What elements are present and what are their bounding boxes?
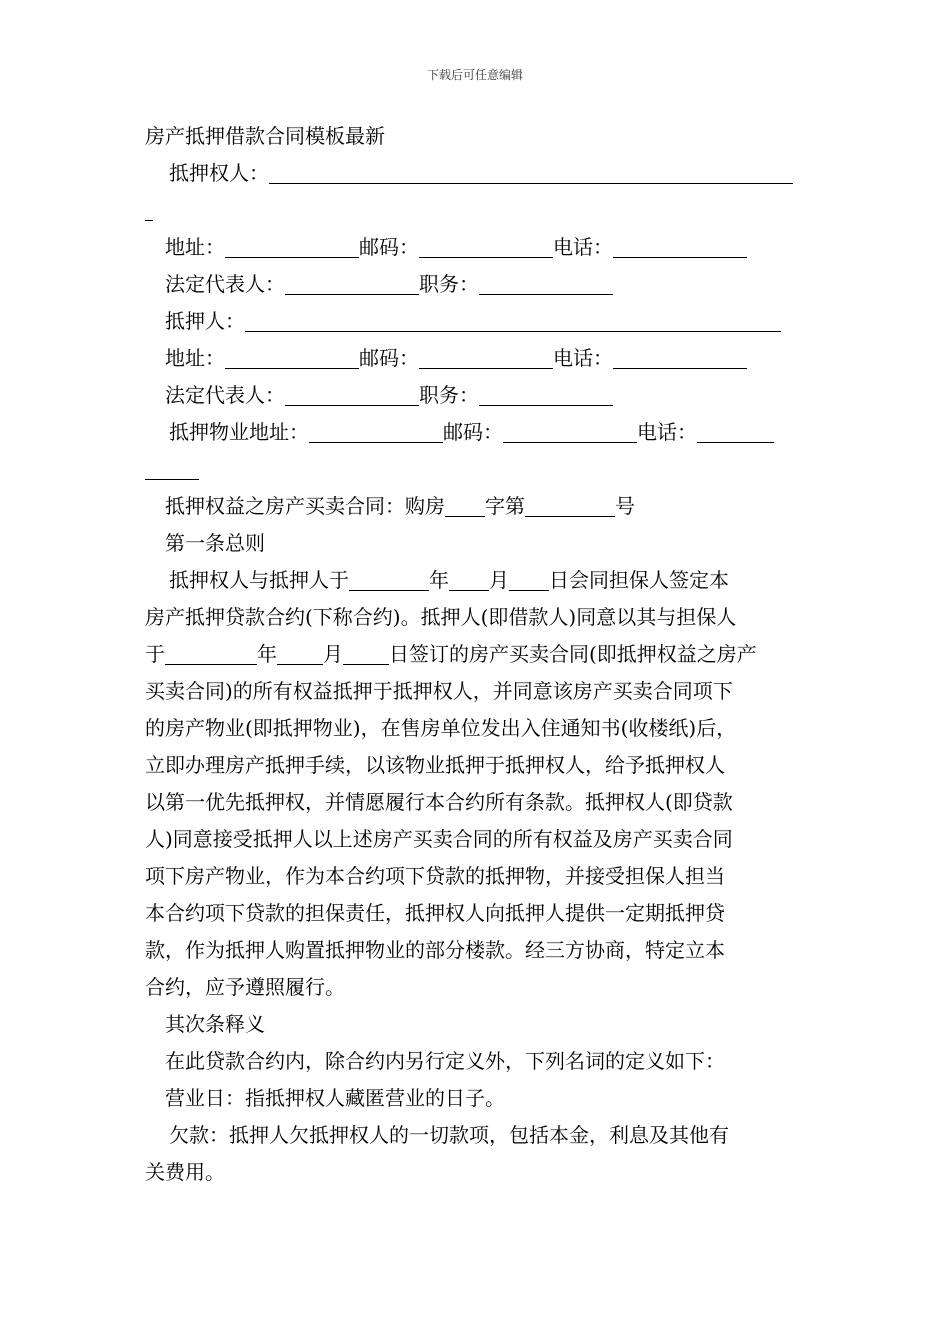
day-blank[interactable]	[509, 568, 549, 591]
contract-number-suffix: 号	[615, 494, 635, 518]
address-label: 地址：	[165, 346, 225, 370]
article1-para-line: 本合约项下贷款的担保责任，抵押权人向抵押人提供一定期抵押贷	[145, 901, 725, 925]
mortgagor-address-line	[145, 340, 810, 377]
text-run: 于	[145, 642, 165, 666]
phone-blank[interactable]	[697, 420, 774, 443]
legal-rep-label: 法定代表人：	[165, 272, 285, 296]
postcode-label: 邮码：	[443, 420, 503, 444]
property-address-blank[interactable]	[309, 420, 443, 443]
mortgagee-address-line	[145, 229, 810, 266]
phone-label: 电话：	[553, 346, 613, 370]
definition-business-day: 营业日：指抵押权人藏匿营业的日子。	[165, 1086, 505, 1110]
article1-para-line: 合约，应予遵照履行。	[145, 975, 345, 999]
document-title: 房产抵押借款合同模板最新	[145, 124, 385, 148]
mortgagor-blank[interactable]	[245, 309, 781, 332]
mortgagor-rep-line	[145, 377, 810, 414]
article1-para-line: 的房产物业(即抵押物业)，在售房单位发出入住通知书(收楼纸)后，	[145, 716, 737, 740]
article1-para-line: 立即办理房产抵押手续，以该物业抵押于抵押权人，给予抵押权人	[145, 753, 725, 777]
contract-number-blank[interactable]	[525, 494, 615, 517]
postcode-blank[interactable]	[419, 235, 553, 258]
article1-para-line: 款，作为抵押人购置抵押物业的部分楼款。经三方协商，特定立本	[145, 938, 725, 962]
property-phone-wrap	[145, 451, 810, 488]
month-blank[interactable]	[277, 642, 323, 665]
contract-word-label: 字第	[485, 494, 525, 518]
article1-heading: 第一条总则	[165, 531, 265, 555]
mortgagee-label: 抵押权人：	[169, 161, 269, 185]
article1-para-line: 项下房产物业，作为本合约项下贷款的抵押物，并接受担保人担当	[145, 864, 725, 888]
phone-label: 电话：	[553, 235, 613, 259]
position-blank[interactable]	[479, 383, 613, 406]
phone-blank[interactable]	[613, 346, 747, 369]
text-run: 日会同担保人签定本	[549, 568, 729, 592]
mortgagor-line	[145, 303, 810, 340]
mortgagee-rep-line	[145, 266, 810, 303]
mortgagor-label: 抵押人：	[165, 309, 245, 333]
address-label: 地址：	[165, 235, 225, 259]
text-run: 月	[489, 568, 509, 592]
position-label: 职务：	[419, 272, 479, 296]
text-run: 月	[323, 642, 343, 666]
mortgagee-blank-cont	[145, 198, 153, 221]
phone-blank-cont	[145, 457, 199, 480]
year-blank[interactable]	[349, 568, 429, 591]
purchase-contract-line	[145, 488, 810, 525]
article2-intro: 在此贷款合约内，除合约内另行定义外，下列名词的定义如下：	[165, 1049, 725, 1073]
address-blank[interactable]	[225, 235, 359, 258]
definition-debt: 欠款：抵押人欠抵押权人的一切款项，包括本金，利息及其他有	[169, 1123, 729, 1147]
article1-para-line	[145, 562, 810, 599]
phone-blank[interactable]	[613, 235, 747, 258]
article1-para-line: 以第一优先抵押权，并情愿履行本合约所有条款。抵押权人(即贷款	[145, 790, 733, 814]
definition-debt-cont: 关费用。	[145, 1160, 225, 1184]
contract-body	[145, 118, 810, 1191]
month-blank[interactable]	[449, 568, 489, 591]
phone-label: 电话：	[637, 420, 697, 444]
article2-heading: 其次条释义	[165, 1012, 265, 1036]
postcode-label: 邮码：	[359, 346, 419, 370]
postcode-blank[interactable]	[419, 346, 553, 369]
mortgagee-line	[145, 155, 810, 192]
year-blank[interactable]	[165, 642, 257, 665]
legal-rep-blank[interactable]	[285, 383, 419, 406]
page-header: 下载后可任意编辑	[426, 68, 523, 82]
legal-rep-blank[interactable]	[285, 272, 419, 295]
text-run: 抵押权人与抵押人于	[169, 568, 349, 592]
legal-rep-label: 法定代表人：	[165, 383, 285, 407]
day-blank[interactable]	[343, 642, 389, 665]
position-label: 职务：	[419, 383, 479, 407]
text-run: 年	[429, 568, 449, 592]
text-run: 日签订的房产买卖合同(即抵押权益之房产	[389, 642, 757, 666]
property-address-line	[145, 414, 810, 451]
mortgagee-blank[interactable]	[269, 161, 793, 184]
article1-para-line: 买卖合同)的所有权益抵押于抵押权人，并同意该房产买卖合同项下	[145, 679, 733, 703]
contract-word-blank[interactable]	[445, 494, 485, 517]
postcode-label: 邮码：	[359, 235, 419, 259]
position-blank[interactable]	[479, 272, 613, 295]
article1-para-line	[145, 636, 810, 673]
mortgagee-line-wrap	[145, 192, 810, 229]
article1-para-line: 房产抵押贷款合约(下称合约)。抵押人(即借款人)同意以其与担保人	[145, 605, 737, 629]
postcode-blank[interactable]	[503, 420, 637, 443]
purchase-contract-label: 抵押权益之房产买卖合同：购房	[165, 494, 445, 518]
text-run: 年	[257, 642, 277, 666]
property-address-label: 抵押物业地址：	[169, 420, 309, 444]
address-blank[interactable]	[225, 346, 359, 369]
article1-para-line: 人)同意接受抵押人以上述房产买卖合同的所有权益及房产买卖合同	[145, 827, 733, 851]
